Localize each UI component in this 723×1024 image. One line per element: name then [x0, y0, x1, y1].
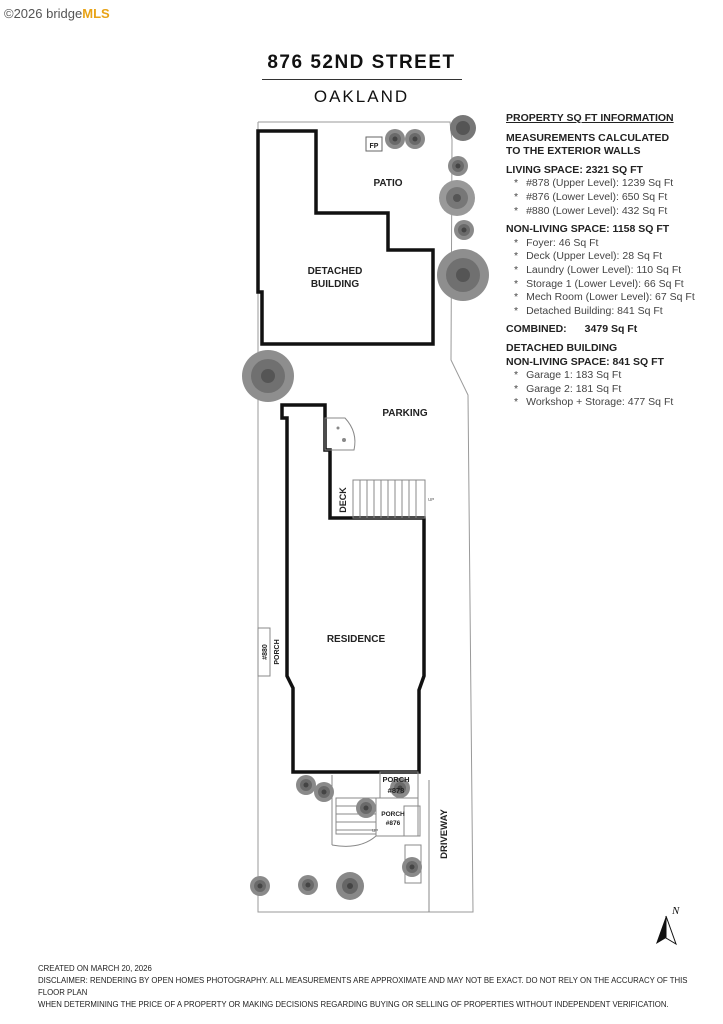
- porch-878-label: PORCH: [382, 775, 410, 784]
- foyer-detail: [325, 418, 355, 450]
- combined-value: 3479 Sq Ft: [584, 323, 638, 336]
- driveway-label: DRIVEWAY: [439, 809, 450, 859]
- nonliving-item: * Laundry (Lower Level): 110 Sq Ft: [506, 264, 716, 278]
- up-label-porch: UP: [372, 828, 379, 833]
- sqft-info-panel: [506, 112, 716, 410]
- created-date: CREATED ON MARCH 20, 2026: [38, 964, 152, 973]
- north-arrow-icon: [652, 902, 682, 948]
- info-note-line2: TO THE EXTERIOR WALLS: [506, 145, 641, 158]
- porch-880-label: PORCH: [274, 639, 281, 665]
- patio-label: PATIO: [373, 178, 403, 189]
- living-item: * #876 (Lower Level): 650 Sq Ft: [506, 191, 716, 205]
- detached-label-line1: DETACHED: [307, 266, 363, 277]
- tree-icon: [437, 249, 489, 301]
- living-item: * #878 (Upper Level): 1239 Sq Ft: [506, 177, 716, 191]
- tree-icon: [242, 350, 294, 402]
- disclaimer-line2: WHEN DETERMINING THE PRICE OF A PROPERTY OR MAKING DECISIONS REGARDING BUYING OR SELLING OF PROPERTIES WITHOUT INDEPENDENT VERIFICATION.: [38, 1000, 669, 1009]
- deck-stairs: [353, 480, 425, 518]
- shrub-icon: [385, 129, 405, 149]
- up-label-deck: UP: [428, 497, 435, 502]
- page-title: 876 52ND STREET: [267, 52, 456, 73]
- nonliving-item: * Detached Building: 841 Sq Ft: [506, 305, 716, 319]
- living-item: * #880 (Lower Level): 432 Sq Ft: [506, 205, 716, 219]
- footer-disclaimer: [38, 963, 708, 1011]
- watermark-prefix: ©2026 bridge: [4, 6, 83, 21]
- detached-item: * Workshop + Storage: 477 Sq Ft: [506, 396, 716, 410]
- detached-nonliving-title: NON-LIVING SPACE: 841 SQ FT: [506, 355, 664, 368]
- combined-label: COMBINED:: [506, 323, 567, 336]
- combined-total: [506, 323, 716, 337]
- tree-icon: [336, 872, 364, 900]
- watermark-brand: MLS: [82, 6, 110, 21]
- detached-building-title: DETACHED BUILDING: [506, 341, 618, 354]
- shrub-icon: [314, 782, 334, 802]
- info-heading: PROPERTY SQ FT INFORMATION: [506, 112, 674, 124]
- porch-876-label: PORCH: [381, 811, 405, 818]
- shrub-icon: [405, 129, 425, 149]
- fp-label: FP: [369, 143, 379, 150]
- shrub-icon: [454, 220, 474, 240]
- nonliving-item: * Mech Room (Lower Level): 67 Sq Ft: [506, 291, 716, 305]
- detached-item: * Garage 2: 181 Sq Ft: [506, 383, 716, 397]
- nonliving-item: * Storage 1 (Lower Level): 66 Sq Ft: [506, 278, 716, 292]
- detached-item: * Garage 1: 183 Sq Ft: [506, 369, 716, 383]
- tree-icon: [450, 115, 476, 141]
- nonliving-item: * Deck (Upper Level): 28 Sq Ft: [506, 250, 716, 264]
- nonliving-item: * Foyer: 46 Sq Ft: [506, 237, 716, 251]
- info-note-line1: MEASUREMENTS CALCULATED: [506, 131, 670, 144]
- disclaimer-line1: DISCLAIMER: RENDERING BY OPEN HOMES PHOTOGRAPHY. ALL MEASUREMENTS ARE APPROXIMATE AND MAY NOT BE EXACT. DO NOT RELY ON THE ACCURACY OF THIS FLOOR PLAN: [38, 976, 688, 997]
- residence-label: RESIDENCE: [326, 634, 386, 645]
- deck-label: DECK: [338, 487, 348, 513]
- parking-label: PARKING: [382, 408, 428, 419]
- shrub-icon: [250, 876, 270, 896]
- shrub-icon: [448, 156, 468, 176]
- porch-880-number: #880: [262, 644, 269, 660]
- shrub-icon: [356, 798, 376, 818]
- page-subtitle: OAKLAND: [313, 87, 410, 106]
- detached-building-outline: [258, 131, 433, 344]
- living-space-title: LIVING SPACE: 2321 SQ FT: [506, 163, 643, 176]
- shrub-icon: [298, 875, 318, 895]
- porch-878-number: #878: [387, 786, 405, 795]
- nonliving-space-title: NON-LIVING SPACE: 1158 SQ FT: [506, 223, 670, 236]
- driveway-strips: [404, 780, 429, 912]
- north-letter: N: [672, 905, 680, 917]
- shrub-icon: [402, 857, 422, 877]
- residence-outline: [282, 405, 424, 772]
- porch-876-number: #876: [385, 820, 401, 827]
- detached-label-line2: BUILDING: [310, 279, 360, 290]
- shrub-icon: [296, 775, 316, 795]
- tree-icon: [439, 180, 475, 216]
